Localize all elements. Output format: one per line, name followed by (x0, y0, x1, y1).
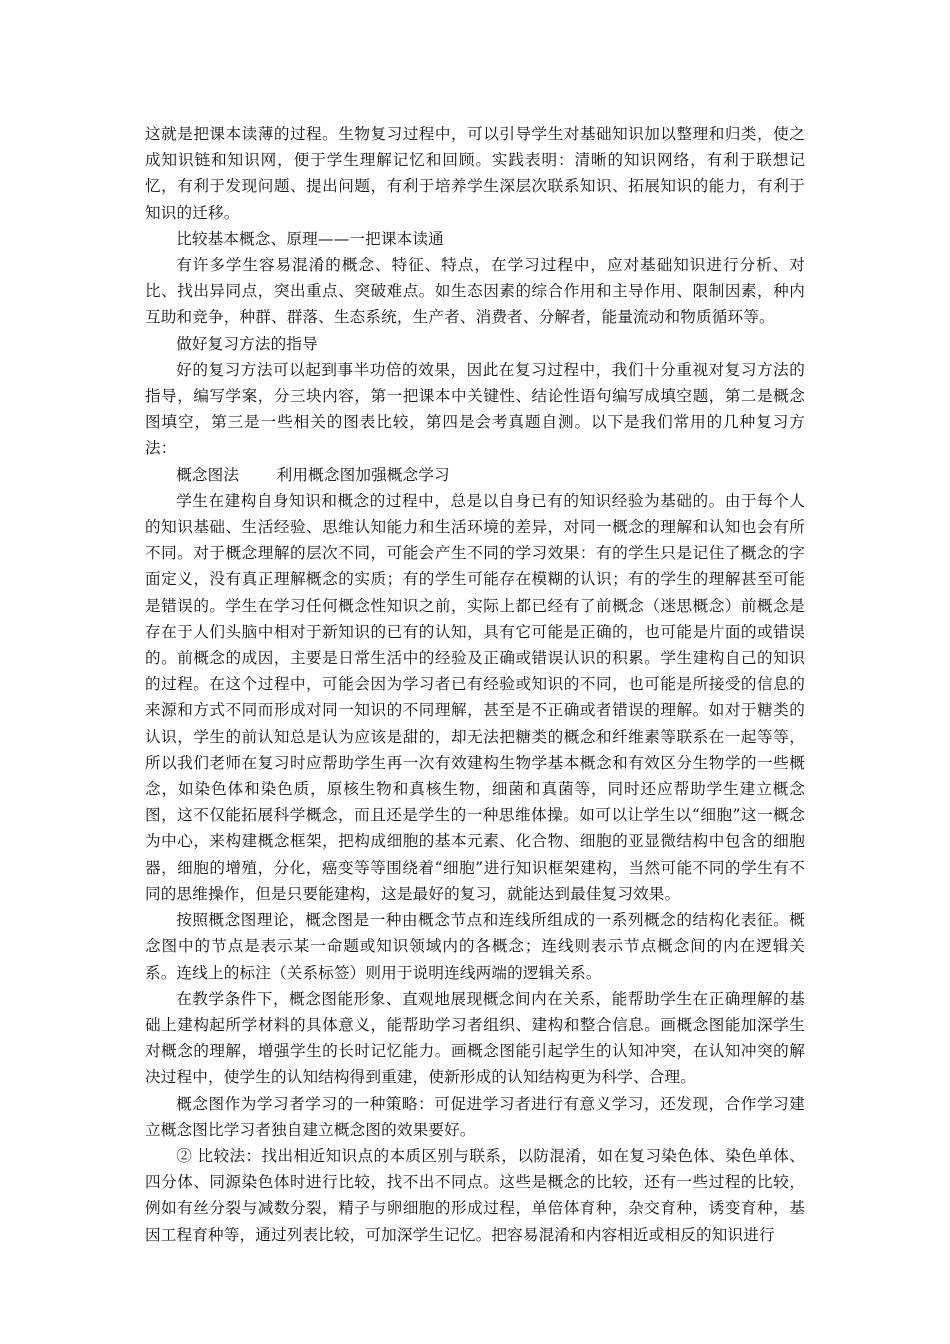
section-heading-compare-concepts: 比较基本概念、原理——一把课本读通 (176, 229, 444, 248)
heading-concept-map-purpose: 利用概念图加强概念学习 (276, 465, 450, 484)
paragraph-confusing-concepts: 有许多学生容易混淆的概念、特征、特点，在学习过程中，应对基础知识进行分析、对比、找出异同点，突出重点、突破难点。如生态因素的综合作用和主导作用、限制因素，种内互助和竞争，种群、群落、生态系统，生产者、消费者、分解者，能量流动和物质循环等。 (145, 256, 805, 327)
section-heading-review-methods: 做好复习方法的指导 (176, 334, 318, 353)
paragraph-preconception: 学生在建构自身知识和概念的过程中，总是以自身已有的知识经验为基础的。由于每个人的知识基础、生活经验、思维认知能力和生活环境的差异，对同一概念的理解和认知也会有所不同。对于概念理解的层次不同，可能会产生不同的学习效果：有的学生只是记住了概念的字面定义，没有真正理解概念的实质；有的学生可能存在模糊的认识；有的学生的理解甚至可能是错误的。学生在学习任何概念性知识之前，实际上都已经有了前概念（迷思概念）前概念是存在于人们头脑中相对于新知识的已有的认知，具有它可能是正确的，也可能是片面的或错误的。前概念的成因，主要是日常生活中的经验及正确或错误认识的积累。学生建构自己的知识的过程。在这个过程中，可能会因为学习者已有经验或知识的不同，也可能是所接受的信息的来源和方式不同而形成对同一知识的不同理解，甚至是不正确或者错误的理解。如对于糖类的认识，学生的前认知总是认为应该是甜的，却无法把糖类的概念和纤维素等联系在一起等等，所以我们老师在复习时应帮助学生再一次有效建构生物学基本概念和有效区分生物学的一些概念，如染色体和染色质，原核生物和真核生物，细菌和真菌等，同时还应帮助学生建立概念图，这不仅能拓展科学概念，而且还是学生的一种思维体操。如可以让学生以“细胞”这一概念为中心，来构建概念框架，把构成细胞的基本元素、化合物、细胞的亚显微结构中包含的细胞器，细胞的增殖，分化，癌变等等围绕着“细胞”进行知识框架建构，当然可能不同的学生有不同的思维操作，但是只要能建构，这是最好的复习，就能达到最佳复习效果。 (145, 491, 805, 903)
section-heading-concept-map (145, 462, 805, 488)
heading-concept-map-method: 概念图法 (176, 465, 240, 484)
paragraph-concept-map-strategy: 概念图作为学习者学习的一种策略：可促进学习者进行有意义学习，还发现，合作学习建立概念图比学习者独自建立概念图的效果要好。 (145, 1094, 805, 1139)
paragraph-comparison-method: ② 比较法：找出相近知识点的本质区别与联系，以防混淆，如在复习染色体、染色单体、四分体、同源染色体时进行比较，找不出不同点。这些是概念的比较，还有一些过程的比较，例如有丝分裂与减数分裂，精子与卵细胞的形成过程，单倍体育种，杂交育种，诱变育种，基因工程育种等，通过列表比较，可加深学生记忆。把容易混淆和内容相近或相反的知识进行 (145, 1146, 805, 1244)
paragraph-intro: 这就是把课本读薄的过程。生物复习过程中，可以引导学生对基础知识加以整理和归类，使之成知识链和知识网，便于学生理解记忆和回顾。实践表明：清晰的知识网络，有利于联想记忆，有利于发现问题、提出问题，有利于培养学生深层次联系知识、拓展知识的能力，有利于知识的迁移。 (145, 125, 805, 222)
paragraph-concept-map-teaching: 在教学条件下，概念图能形象、直观地展现概念间内在关系，能帮助学生在正确理解的基础上建构起所学材料的具体意义，能帮助学习者组织、建构和整合信息。画概念图能加深学生对概念的理解，增强学生的长时记忆能力。画概念图能引起学生的认知冲突，在认知冲突的解决过程中，使学生的认知结构得到重建，使新形成的认知结构更为科学、合理。 (145, 989, 805, 1087)
document-body (145, 121, 805, 1248)
paragraph-review-methods: 好的复习方法可以起到事半功倍的效果，因此在复习过程中，我们十分重视对复习方法的指导，编写学案，分三块内容，第一把课本中关键性、结论性语句编写成填空题，第二是概念图填空，第三是一些相关的图表比较，第四是会考真题自测。以下是我们常用的几种复习方法： (145, 360, 805, 458)
paragraph-concept-map-theory: 按照概念图理论，概念图是一种由概念节点和连线所组成的一系列概念的结构化表征。概念图中的节点是表示某一命题或知识领域内的各概念；连线则表示节点概念间的内在逻辑关系。连线上的标注（关系标签）则用于说明连线两端的逻辑关系。 (145, 911, 805, 982)
